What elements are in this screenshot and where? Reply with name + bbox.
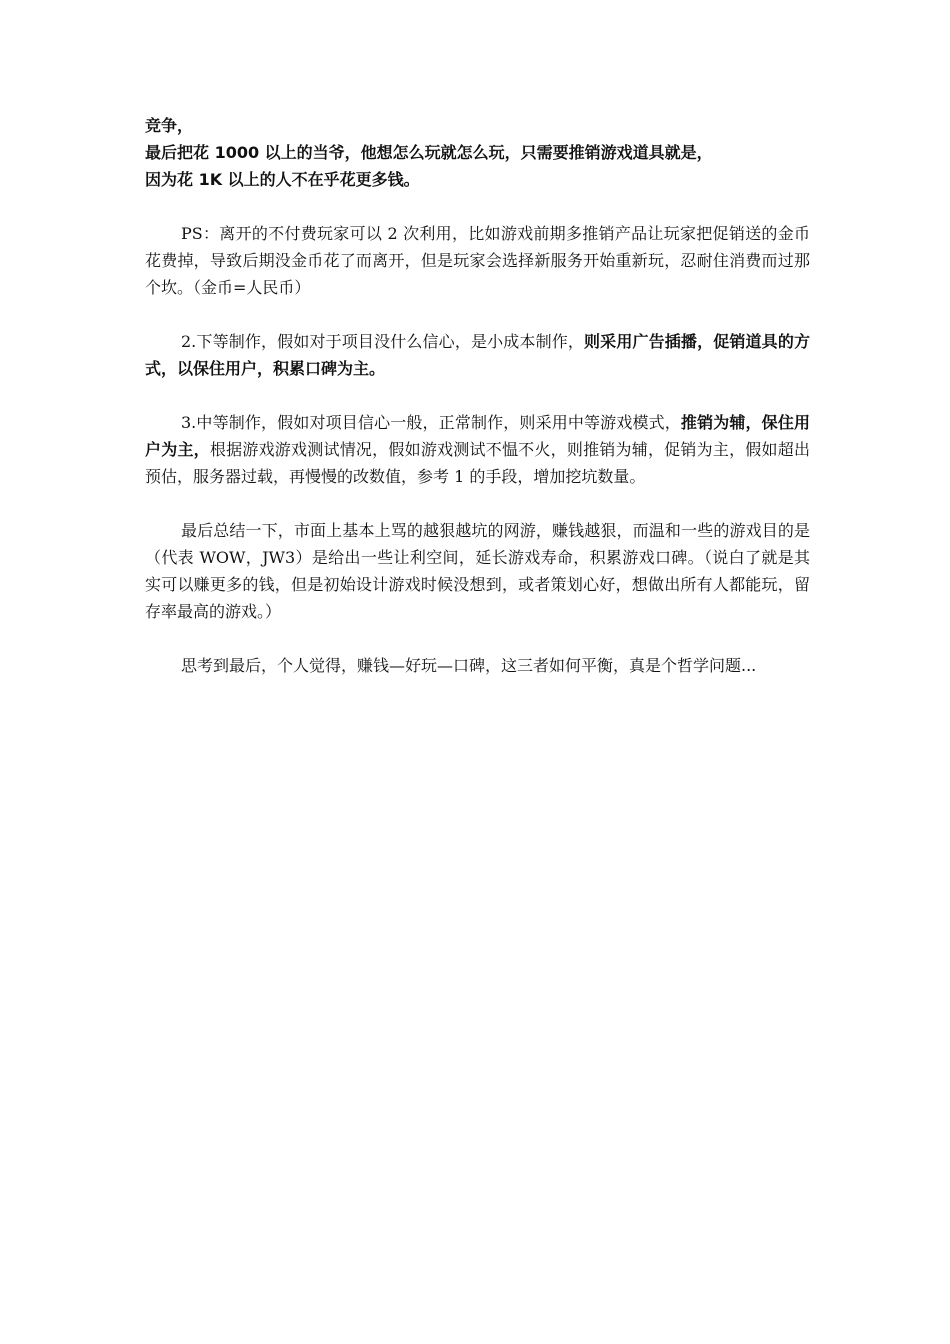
intro-line-3: 因为花 1K 以上的人不在乎花更多钱。 bbox=[145, 170, 420, 189]
low-budget-emphasis: 则采用广告插播，促销道具的方式，以保住用户，积累口碑为主。 bbox=[145, 332, 810, 378]
summary-paragraph: 最后总结一下，市面上基本上骂的越狠越坑的网游，赚钱越狠，而温和一些的游戏目的是（代表 WOW，JW3）是给出一些让利空间，延长游戏寿命，积累游戏口碑。（说白了就是其实可以赚更多的钱，但是初始设计游戏时候没想到，或者策划心好，想做出所有人都能玩，留存率最高的游戏。） bbox=[145, 521, 810, 621]
final-paragraph: 思考到最后，个人觉得，赚钱—好玩—口碑，这三者如何平衡，真是个哲学问题... bbox=[181, 656, 757, 675]
intro-line-2: 最后把花 1000 以上的当爷，他想怎么玩就怎么玩，只需要推销游戏道具就是， bbox=[145, 143, 713, 162]
paragraph-low-budget bbox=[145, 328, 810, 382]
ps-paragraph: PS：离开的不付费玩家可以 2 次利用，比如游戏前期多推销产品让玩家把促销送的金币花费掉，导致后期没金币花了而离开，但是玩家会选择新服务开始重新玩，忍耐住消费而过那个坎。（金币=人民币） bbox=[145, 224, 810, 297]
intro-line-1: 竞争， bbox=[145, 116, 194, 135]
mid-budget-text-b: 根据游戏游戏测试情况，假如游戏测试不愠不火，则推销为辅，促销为主，假如超出预估，服务器过载，再慢慢的改数值，参考 1 的手段，增加挖坑数量。 bbox=[145, 440, 810, 486]
mid-budget-text-a: 3.中等制作，假如对项目信心一般，正常制作，则采用中等游戏模式， bbox=[181, 413, 681, 432]
paragraph-mid-budget bbox=[145, 409, 810, 490]
document-body bbox=[145, 112, 810, 679]
mid-budget-emphasis: 推销为辅，保住用户为主， bbox=[145, 413, 810, 459]
low-budget-text: 2.下等制作，假如对于项目没什么信心，是小成本制作， bbox=[181, 332, 585, 351]
